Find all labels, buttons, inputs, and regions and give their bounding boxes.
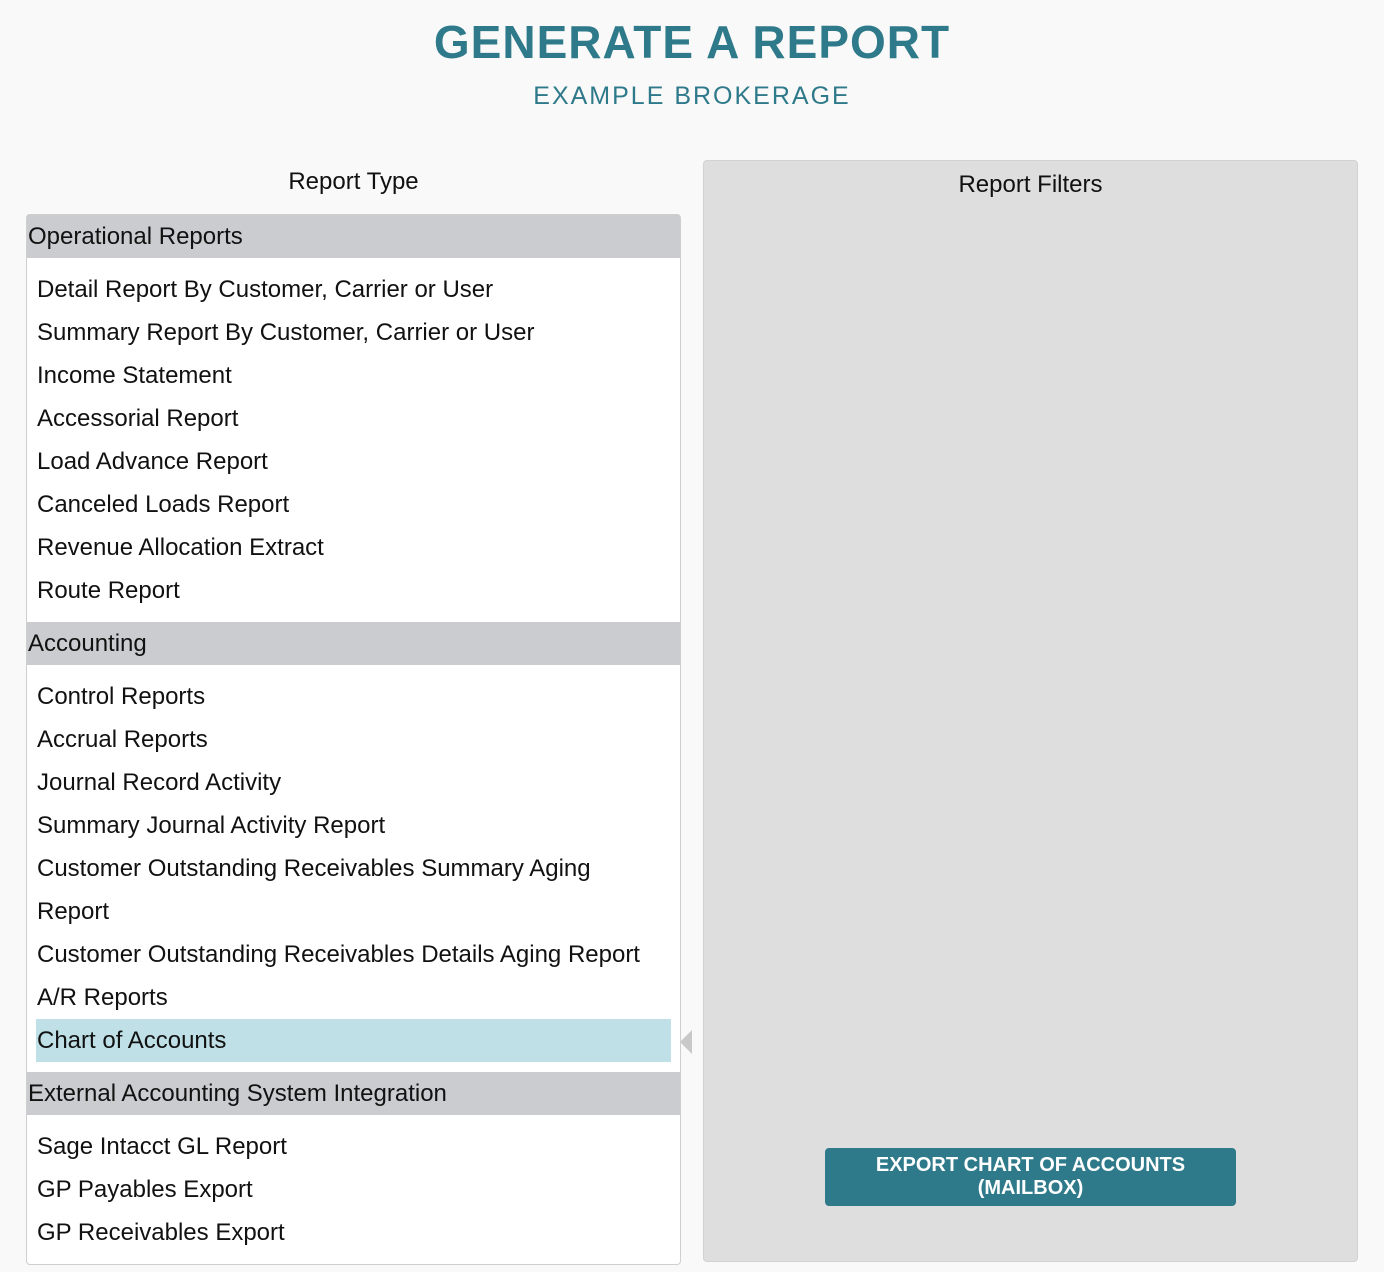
report-item-receivables-summary-aging-report[interactable]: Customer Outstanding Receivables Summary Aging Report <box>37 855 591 925</box>
page-title: GENERATE A REPORT <box>433 16 951 68</box>
group-header: Operational Reports <box>27 215 680 258</box>
report-item-control-reports[interactable]: Control Reports <box>37 683 206 710</box>
report-type-heading: Report Type <box>288 168 419 195</box>
group-external-accounting-integration <box>27 1072 680 1254</box>
report-item-summary-journal-activity-report[interactable]: Summary Journal Activity Report <box>37 812 386 839</box>
report-item-detail-report[interactable]: Detail Report By Customer, Carrier or User <box>37 276 494 303</box>
report-item-ar-reports[interactable]: A/R Reports <box>37 984 168 1011</box>
report-item-load-advance-report[interactable]: Load Advance Report <box>37 448 268 475</box>
report-filters-panel <box>703 160 1358 1262</box>
report-filters-heading: Report Filters <box>958 171 1103 198</box>
group-header: External Accounting System Integration <box>27 1072 680 1115</box>
report-item-route-report[interactable]: Route Report <box>37 577 180 604</box>
report-item-receivables-details-aging-report[interactable]: Customer Outstanding Receivables Details Aging Report <box>37 941 640 968</box>
report-item-income-statement[interactable]: Income Statement <box>37 362 232 389</box>
report-item-canceled-loads-report[interactable]: Canceled Loads Report <box>37 491 290 518</box>
export-chart-of-accounts-button[interactable]: EXPORT CHART OF ACCOUNTS (MAILBOX) <box>825 1148 1236 1206</box>
report-type-panel <box>26 160 681 1265</box>
group-header: Accounting <box>27 622 680 665</box>
selection-pointer-arrow-icon <box>680 1030 692 1054</box>
group-operational-reports <box>27 215 680 612</box>
report-item-summary-report[interactable]: Summary Report By Customer, Carrier or User <box>37 319 535 346</box>
report-item-gp-receivables-export[interactable]: GP Receivables Export <box>37 1219 285 1246</box>
report-item-revenue-allocation-extract[interactable]: Revenue Allocation Extract <box>37 534 324 561</box>
report-item-sage-intacct-gl-report[interactable]: Sage Intacct GL Report <box>37 1133 287 1160</box>
page-subtitle: EXAMPLE BROKERAGE <box>533 82 851 110</box>
report-item-journal-record-activity[interactable]: Journal Record Activity <box>37 769 282 796</box>
report-list <box>26 214 681 1265</box>
report-item-chart-of-accounts[interactable]: Chart of Accounts <box>36 1019 671 1062</box>
report-item-accrual-reports[interactable]: Accrual Reports <box>37 726 208 753</box>
report-item-accessorial-report[interactable]: Accessorial Report <box>37 405 239 432</box>
group-accounting <box>27 622 680 1062</box>
report-item-gp-payables-export[interactable]: GP Payables Export <box>37 1176 253 1203</box>
